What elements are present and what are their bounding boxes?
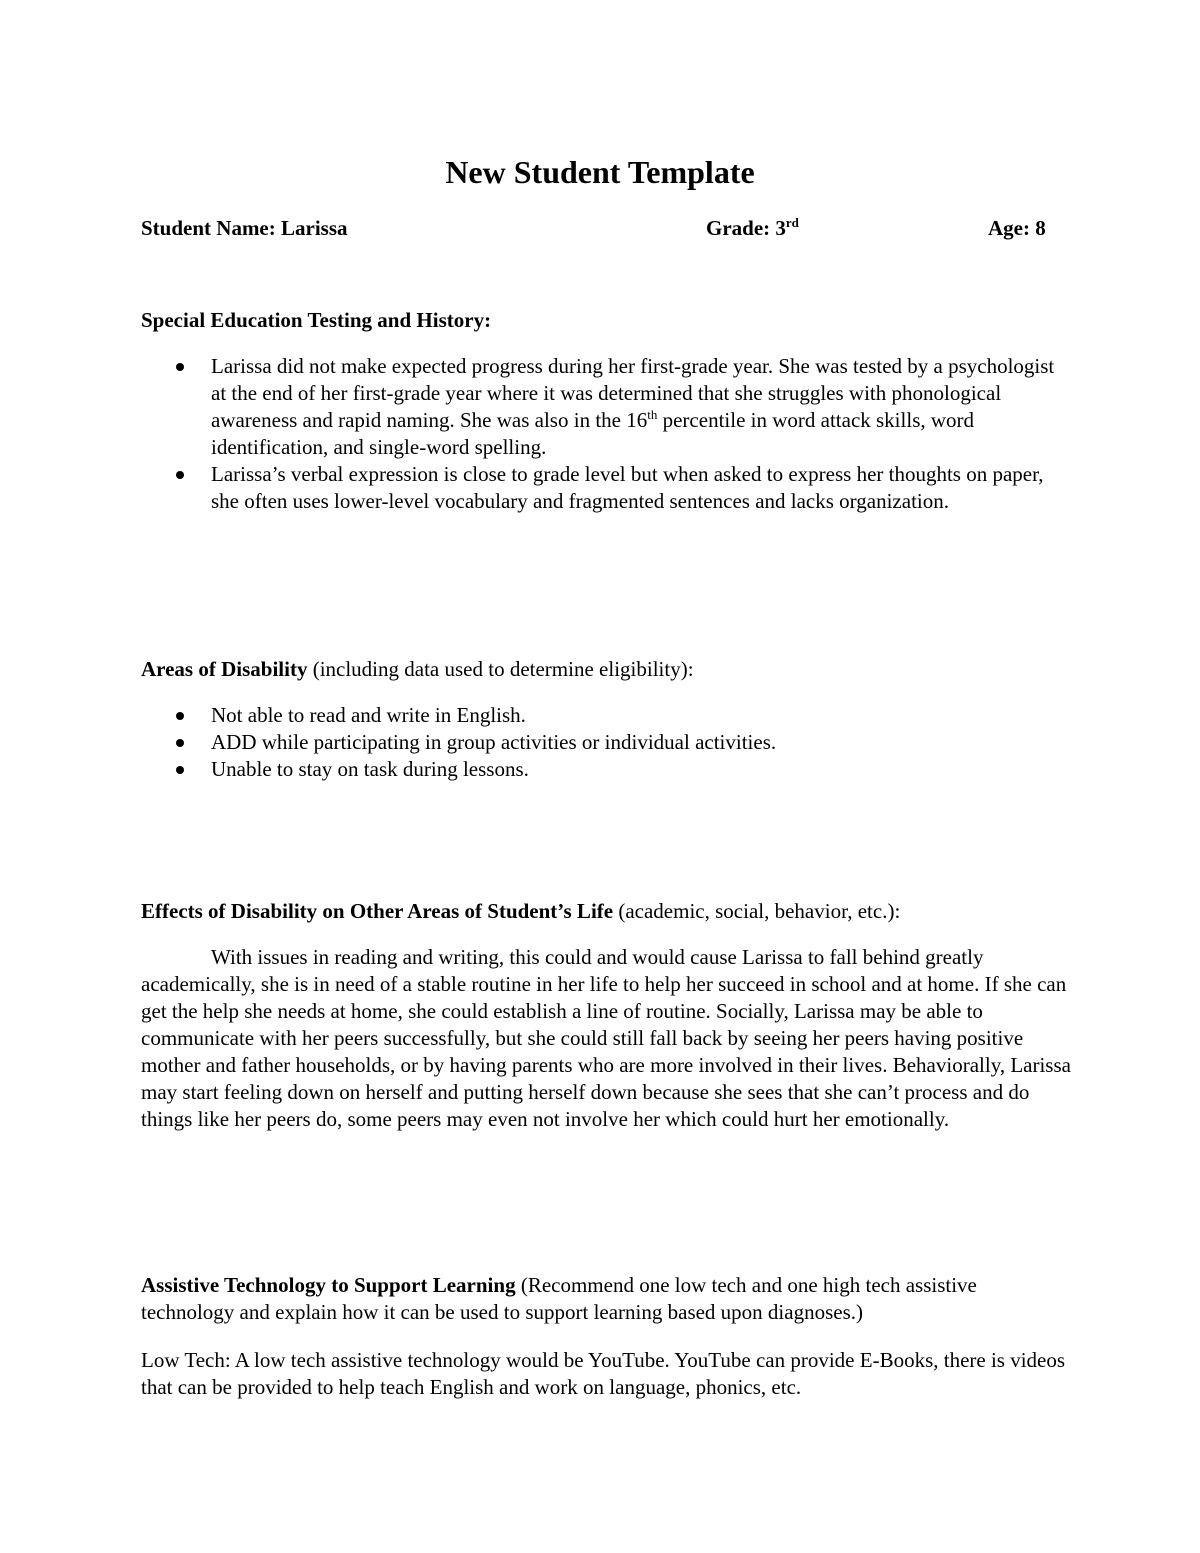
effects-heading-bold: Effects of Disability on Other Areas of Student’s Life bbox=[141, 899, 614, 923]
assistive-heading-rest: (Recommend one low tech and one high tech assistive technology and explain how it can be used to support learning based upon diagnoses.) bbox=[141, 1273, 977, 1324]
bullet-icon bbox=[176, 471, 184, 479]
list-item-text-end: percentile in word attack skills, word identification, and single-word spelling. bbox=[211, 408, 975, 459]
student-grade bbox=[706, 214, 799, 242]
list-item bbox=[141, 729, 1071, 756]
list-item-text: Larissa did not make expected progress during her first-grade year. She was tested by a psychologist at the end of her first-grade year where it was determined that she struggles with phonological awareness and rapid naming. She was also in the 16 bbox=[211, 354, 1055, 432]
areas-of-disability-heading bbox=[141, 656, 1071, 683]
testing-history-list bbox=[141, 353, 1071, 515]
bullet-icon bbox=[176, 363, 184, 371]
grade-value: Grade: 3 bbox=[706, 216, 786, 240]
bullet-icon bbox=[176, 766, 184, 774]
student-name: Student Name: Larissa bbox=[141, 216, 348, 240]
list-item-text: Larissa’s verbal expression is close to grade level but when asked to express her thoughts on paper, she often uses lower-level vocabulary and fragmented sentences and lacks organization. bbox=[211, 462, 1044, 513]
student-age: Age: 8 bbox=[988, 216, 1046, 240]
list-item bbox=[141, 702, 1071, 729]
list-item-text: Unable to stay on task during lessons. bbox=[211, 757, 529, 781]
effects-heading bbox=[141, 898, 1071, 925]
areas-of-disability-list bbox=[141, 702, 1071, 783]
grade-suffix: rd bbox=[785, 215, 799, 230]
areas-heading-bold: Areas of Disability bbox=[141, 657, 308, 681]
testing-history-heading-text: Special Education Testing and History: bbox=[141, 308, 492, 332]
effects-heading-rest: (academic, social, behavior, etc.): bbox=[613, 899, 901, 923]
list-item bbox=[141, 353, 1071, 461]
list-item-text: ADD while participating in group activities or individual activities. bbox=[211, 730, 777, 754]
effects-paragraph: With issues in reading and writing, this could and would cause Larissa to fall behind greatly academically, she is in need of a stable routine in her life to help her succeed in school and at home. If she can get the help she needs at home, she could establish a line of routine. Socially, Larissa may be able to communicate with her peers successfully, but she could still fall back by seeing her peers having positive mother and father households, or by having parents who are more involved in their lives. Behaviorally, Larissa may start feeling down on herself and putting herself down because she sees that she can’t process and do things like her peers do, some peers may even not involve her which could hurt her emotionally. bbox=[141, 945, 1071, 1131]
list-item bbox=[141, 756, 1071, 783]
bullet-icon bbox=[176, 739, 184, 747]
list-item-text: Not able to read and write in English. bbox=[211, 703, 526, 727]
list-item-sup: th bbox=[647, 407, 658, 422]
assistive-tech-heading bbox=[141, 1272, 1071, 1326]
assistive-heading-bold: Assistive Technology to Support Learning bbox=[141, 1273, 516, 1297]
areas-heading-rest: (including data used to determine eligibility): bbox=[307, 657, 694, 681]
bullet-icon bbox=[176, 712, 184, 720]
list-item bbox=[141, 461, 1071, 515]
testing-history-heading bbox=[141, 307, 1071, 334]
page-title: New Student Template bbox=[445, 154, 755, 190]
low-tech-paragraph: Low Tech: A low tech assistive technology would be YouTube. YouTube can provide E-Books, there is videos that can be provided to help teach English and work on language, phonics, etc. bbox=[141, 1348, 1066, 1399]
